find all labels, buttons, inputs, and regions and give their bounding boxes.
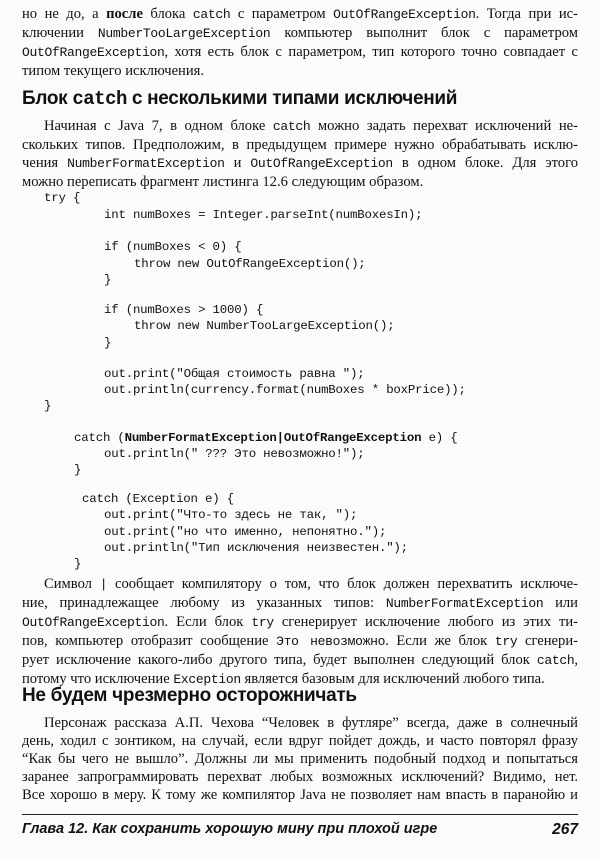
inline-code: OutOfRangeException [22, 45, 165, 60]
text-line: скольких типов. Предположим, в предыдущем примере нужно обрабатывать исклю- [22, 137, 578, 153]
section2-paragraph [22, 714, 578, 804]
inline-code: OutOfRangeException [250, 156, 393, 171]
code-line: } [74, 463, 82, 477]
text-line: типом текущего исключения. [22, 63, 205, 79]
explanation-paragraph [22, 575, 578, 689]
section-heading-caution: Не будем чрезмерно осторожничать [22, 685, 357, 706]
intro-paragraph [22, 5, 578, 80]
section-heading-multi-catch: Блок catch с несколькими типами исключений [22, 88, 458, 110]
page-number: 267 [552, 821, 578, 838]
text-line: Персонаж рассказа А.П. Чехова “Человек в футляре” всегда, даже в солнечный [44, 715, 578, 731]
emphasis: после [106, 6, 143, 22]
text-line: потому что исключение Exception является базовым для исключений любого типа. [22, 671, 545, 687]
inline-code: try [251, 615, 274, 630]
code-line: } [104, 336, 112, 350]
inline-code: | [99, 577, 108, 592]
inline-code: NumberFormatException [385, 596, 544, 611]
code-line: throw new OutOfRangeException(); [134, 257, 366, 271]
footer-divider [22, 814, 578, 815]
text-line: пов, компьютер отобразит сообщение Это невозможно. Если же блок try сгенери- [22, 633, 579, 649]
inline-code: NumberTooLargeException [97, 26, 271, 41]
text-line: можно переписать фрагмент листинга 12.6 следующим образом. [22, 174, 424, 190]
inline-code: Это невозможно [276, 634, 386, 649]
inline-code: catch [536, 653, 575, 668]
inline-code: catch [192, 7, 231, 22]
code-line: out.println(currency.format(numBoxes * boxPrice)); [104, 383, 466, 397]
inline-code: catch [272, 119, 311, 134]
code-line: } [104, 273, 112, 287]
code-line: out.print("Общая стоимость равна "); [104, 367, 365, 381]
code-line: } [74, 557, 82, 571]
text-line: чения NumberFormatException и OutOfRangeException в одном блоке. Для этого [22, 155, 579, 171]
text-line: заранее запрограммировать перехват любых возможных исключений? Видимо, нет. [22, 769, 578, 785]
code-line: catch (NumberFormatException|OutOfRangeException e) { [74, 431, 458, 445]
code-line: catch (Exception e) { [82, 492, 234, 506]
code-line: int numBoxes = Integer.parseInt(numBoxesIn); [104, 208, 423, 222]
inline-code: NumberFormatException [67, 156, 225, 171]
inline-code: OutOfRangeException [22, 615, 165, 630]
code-line: try { [44, 191, 81, 205]
text-line: Начиная с Java 7, в одном блоке catch можно задать перехват исключений не- [44, 118, 578, 134]
code-line: } [44, 399, 52, 413]
inline-code: Exception [173, 672, 241, 687]
text-line: день, ходил с зонтиком, на случай, если вдруг пойдет дождь, и часто повторял фразу [22, 733, 578, 749]
code-line: out.print("Что-то здесь не так, "); [104, 508, 358, 522]
text-line: ние, принадлежащее любому из указанных типов: NumberFormatException или [22, 595, 578, 611]
bold-code: NumberFormatException|OutOfRangeException [124, 431, 422, 445]
inline-code: try [494, 634, 518, 649]
text-line: Все хорошо в меру. К тому же компилятор Java не позволяет нам впасть в паранойю и [22, 787, 578, 803]
code-line: if (numBoxes > 1000) { [104, 303, 264, 317]
chapter-footer: Глава 12. Как сохранить хорошую мину при плохой игре [22, 821, 438, 837]
text-line: “Как бы чего не вышло”. Должны ли мы применить подобный подход и попытаться [22, 751, 578, 767]
text-line: но не до, а после блока catch с параметром OutOfRangeException. Тогда при ис- [22, 6, 578, 22]
code-line: out.print("но что именно, непонятно."); [104, 525, 387, 539]
code-line: out.println("Тип исключения неизвестен."); [104, 541, 408, 555]
heading-code: catch [72, 88, 127, 110]
text-line: рует исключение какого-либо другого типа, будет выполнен следующий блок catch, [22, 652, 578, 668]
section1-paragraph [22, 117, 578, 191]
inline-code: OutOfRangeException [333, 7, 476, 22]
text-line: OutOfRangeException. Если блок try сгенерирует исключение любого из этих ти- [22, 614, 579, 630]
text-line: ключении NumberTooLargeException компьютер выполнит блок с параметром [22, 25, 578, 41]
code-line: throw new NumberTooLargeException(); [134, 319, 395, 333]
text-line: OutOfRangeException, хотя есть блок с параметром, тип которого точно совпадает с [22, 44, 578, 60]
code-line: out.println(" ??? Это невозможно!"); [104, 447, 365, 461]
code-line: if (numBoxes < 0) { [104, 240, 242, 254]
text-line: Символ | сообщает компилятору о том, что блок должен перехватить исключе- [44, 576, 578, 592]
